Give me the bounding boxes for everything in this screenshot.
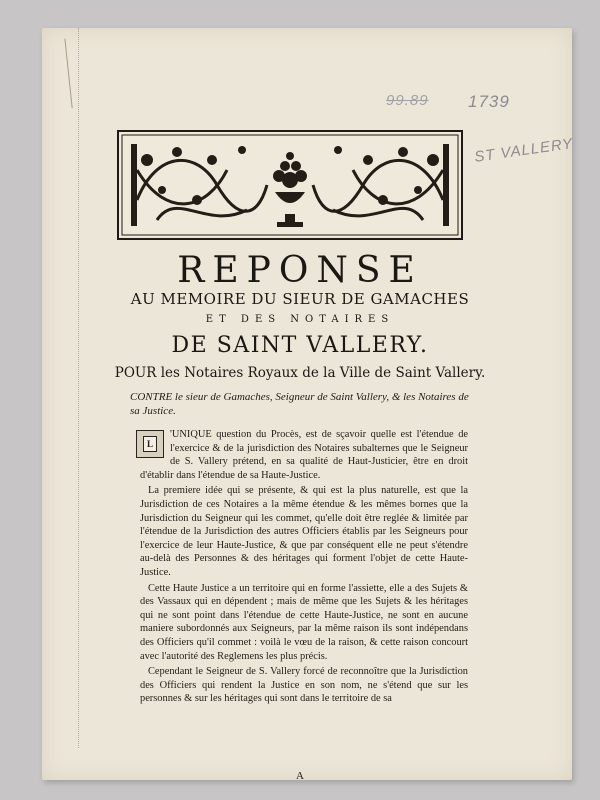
- signature-mark: A: [296, 770, 304, 782]
- pencil-note-number: 99.89: [386, 92, 429, 109]
- contre-line: CONTRE le sieur de Gamaches, Seigneur de Saint Vallery, & les Notaires de sa Justice.: [130, 391, 469, 417]
- title-memoire: AU MEMOIRE DU SIEUR DE GAMACHES: [130, 290, 470, 308]
- title-saint-vallery: DE SAINT VALLERY.: [171, 333, 429, 358]
- ornamental-headpiece: [117, 130, 463, 240]
- title-notaires: ET DES NOTAIRES: [205, 314, 395, 325]
- title-pour: POUR les Notaires Royaux de la Ville de Saint Vallery.: [114, 365, 486, 381]
- decorated-initial-letter: L: [143, 436, 157, 452]
- paragraph-1: 'UNIQUE question du Procès, est de sçavoir quelle est l'étendue de l'exercice & de la jurisdiction des Notaires subalternes que le Seigneur de S. Vallery prétend, en sa qualité de Haut-Justicier, être en droit d'établir dans l'étendue de sa Haute-Justice.: [140, 429, 468, 481]
- title-reponse: REPONSE: [177, 250, 423, 291]
- pencil-note-year: 1739: [468, 92, 510, 111]
- pencil-note-place: ST VALLERY: [473, 135, 575, 166]
- paragraph-4: Cependant le Seigneur de S. Vallery forcé de reconnoître que la Jurisdiction des Officiers qui rendent la Justice en son nom, ne s'étend que sur les personnes & sur les héritages qui sont dans le territoire de sa: [140, 666, 468, 705]
- paragraph-3: Cette Haute Justice a un territoire qui en forme l'assiette, elle a des Sujets & des Vassaux qui en dépendent ; mais de même que les Sujets & les héritages qui ne sont point dans l'étendue de cette Haute-Justice, ne sont en aucune maniere subordonnés aux Seigneurs, par la même raison ils sont indépendans des Officiers qu'il commet : voilà le vœu de la raison, & cette raison concourt avec l'autorité des Reglemens les plus précis.: [140, 582, 468, 662]
- binding-edge: [78, 28, 82, 748]
- decorated-initial: [136, 430, 164, 458]
- body-text: [140, 428, 468, 708]
- paragraph-2: La premiere idée qui se présente, & qui est la plus naturelle, est que la Jurisdiction de ces Notaires a la même étendue & les mêmes bornes que la Jurisdiction du Seigneur qui les commet, qu'elle doit être reglée & limitée par l'étendue de la Jurisdiction des autres Officiers établis par les Seigneurs pour l'exercice de leur Haute-Justice, & que par conséquent elle ne peut s'étendre au-delà des Personnes & des héritages qui forment l'objet de cette Haute-Justice.: [140, 485, 468, 578]
